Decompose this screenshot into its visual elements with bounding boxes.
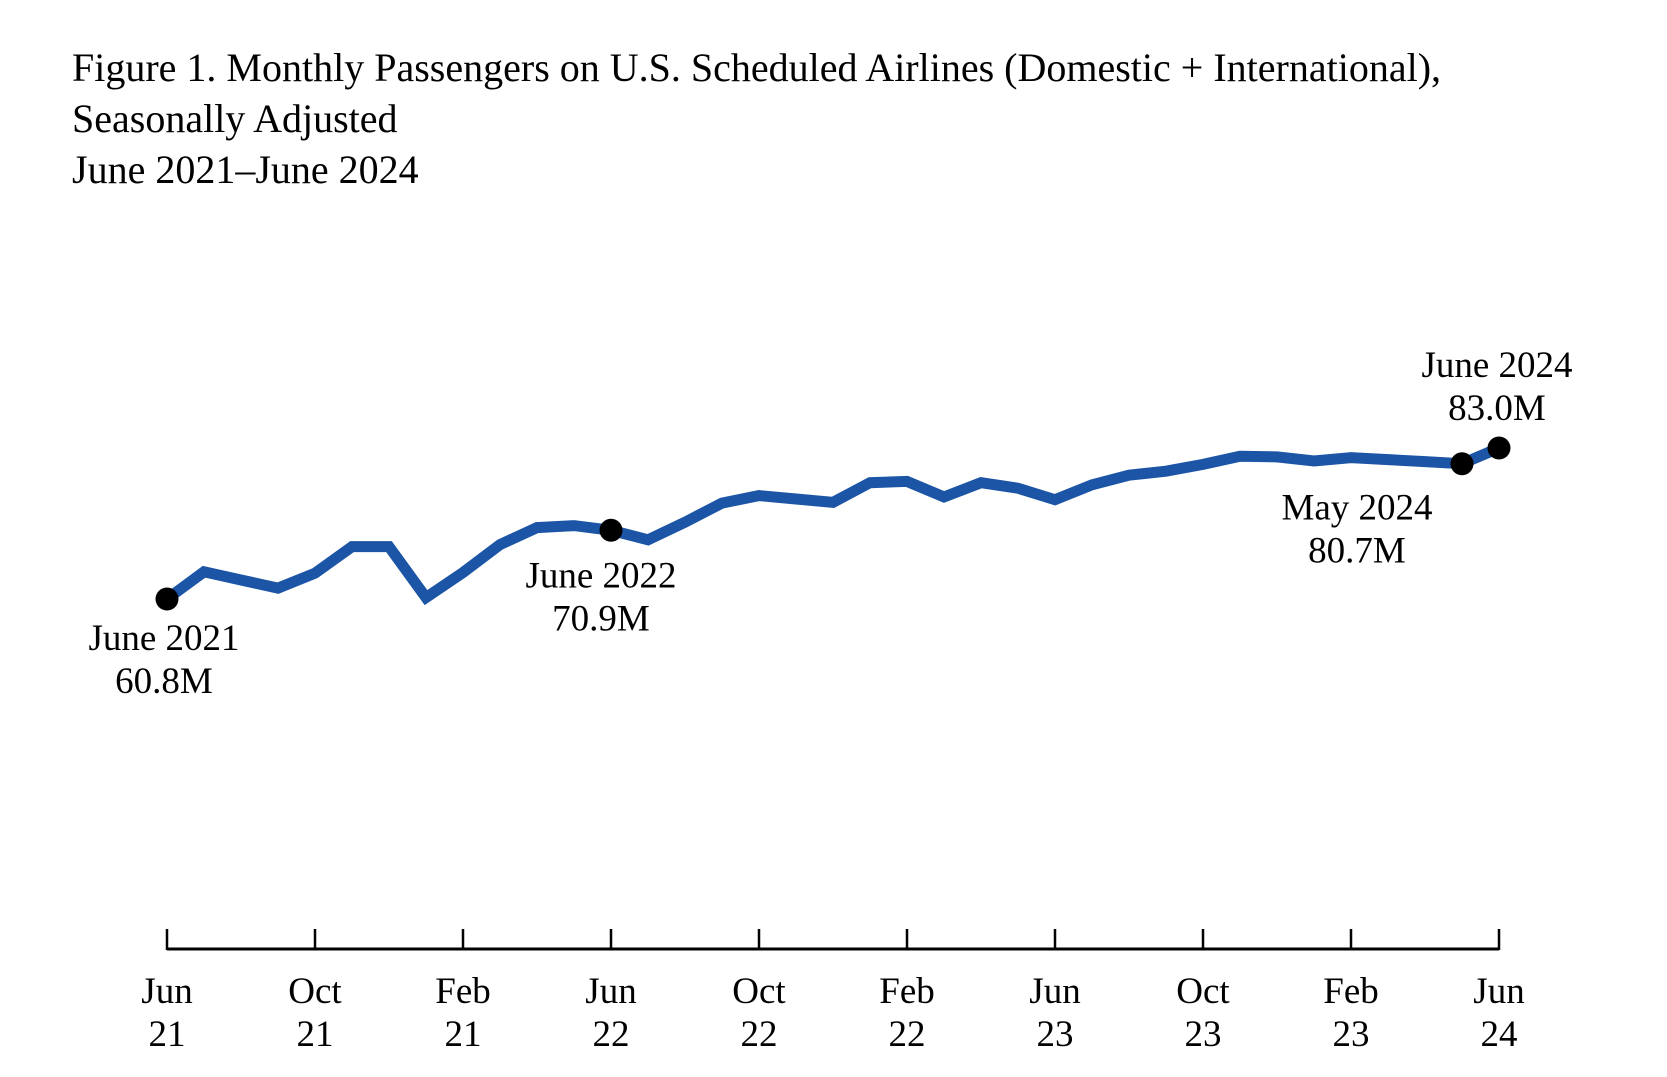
x-axis-tick-label-year: 22	[592, 1014, 630, 1055]
x-axis-tick-label-year: 21	[296, 1014, 334, 1055]
annotation-value-label: 80.7M	[1308, 530, 1406, 572]
annotation-date-label: May 2024	[1281, 487, 1433, 529]
annotation-date-label: June 2022	[525, 555, 677, 597]
x-axis-tick-label-month: Feb	[879, 971, 935, 1012]
x-axis-tick-label-year: 24	[1480, 1014, 1518, 1055]
data-point-marker	[600, 519, 623, 542]
data-point-marker	[156, 588, 179, 611]
annotation-value-label: 60.8M	[115, 661, 213, 702]
data-point-marker	[1488, 437, 1511, 460]
x-axis-tick-label-month: Feb	[435, 971, 491, 1012]
x-axis-tick-label-year: 22	[740, 1014, 778, 1055]
data-point-marker	[1451, 452, 1474, 475]
x-axis-tick-label-month: Jun	[1473, 971, 1525, 1012]
x-axis-tick-label-month: Jun	[1029, 971, 1081, 1012]
x-axis-tick-label-year: 21	[444, 1014, 482, 1055]
annotation-value-label: 83.0M	[1448, 388, 1546, 429]
figure-title-line1: Figure 1. Monthly Passengers on U.S. Scheduled Airlines (Domestic + International),	[72, 45, 1442, 90]
x-axis-tick-label-month: Jun	[141, 971, 193, 1012]
x-axis-tick-label-month: Oct	[288, 971, 342, 1012]
x-axis-tick-label-year: 23	[1184, 1014, 1222, 1055]
x-axis-tick-label-month: Oct	[732, 971, 786, 1012]
x-axis-tick-label-year: 23	[1036, 1014, 1074, 1055]
x-axis-tick-label-year: 23	[1332, 1014, 1370, 1055]
figure-title-line2: Seasonally Adjusted	[72, 96, 398, 141]
annotation-value-label: 70.9M	[552, 598, 650, 640]
annotation-date-label: June 2024	[1421, 345, 1573, 386]
x-axis-tick-label-year: 21	[148, 1014, 186, 1055]
x-axis-tick-label-month: Oct	[1176, 971, 1230, 1012]
annotation-date-label: June 2021	[88, 618, 240, 659]
x-axis-tick-label-month: Jun	[585, 971, 637, 1012]
figure-title-line3: June 2021–June 2024	[72, 147, 419, 192]
x-axis-tick-label-month: Feb	[1323, 971, 1379, 1012]
x-axis-tick-label-year: 22	[888, 1014, 926, 1055]
